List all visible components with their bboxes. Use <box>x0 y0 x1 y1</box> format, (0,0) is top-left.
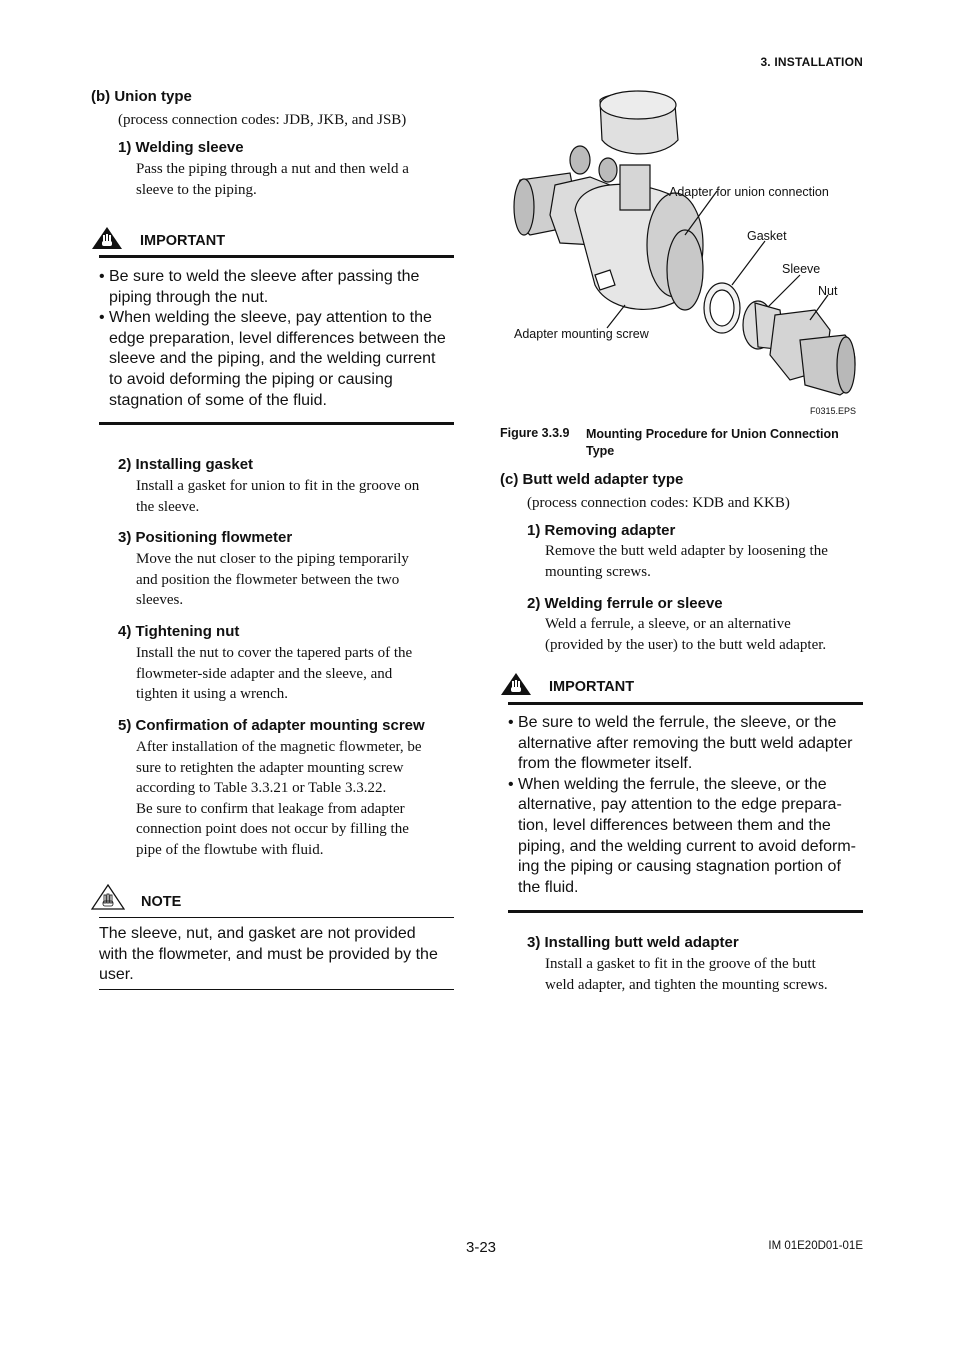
important-label: IMPORTANT <box>549 679 635 695</box>
page-number: 3-23 <box>466 1239 497 1256</box>
removing-adapter-body: Remove the butt weld adapter by loosening the mounting screws. <box>545 543 828 580</box>
important-top-rule <box>99 255 454 258</box>
tightening-nut-title: 4) Tightening nut <box>118 623 240 640</box>
tightening-nut-body: Install the nut to cover the tapered parts of the flowmeter-side adapter and the sleeve, and tighten it using a wrench. <box>136 645 413 703</box>
important-bottom-rule <box>508 910 863 913</box>
welding-sleeve-title: 1) Welding sleeve <box>118 139 244 156</box>
section-header: 3. INSTALLATION <box>760 55 863 69</box>
welding-sleeve-body: Pass the piping through a nut and then weld a sleeve to the piping. <box>136 161 409 198</box>
removing-adapter-title: 1) Removing adapter <box>527 522 676 539</box>
label-sleeve: Sleeve <box>782 262 821 276</box>
installing-gasket-title: 2) Installing gasket <box>118 456 254 473</box>
welding-ferrule-title: 2) Welding ferrule or sleeve <box>527 595 723 612</box>
figure-caption-number: Figure 3.3.9 <box>500 426 570 440</box>
butt-weld-heading: (c) Butt weld adapter type <box>500 471 684 488</box>
important-bullet: • When welding the sleeve, pay attention to the edge preparation, level differences between the sleeve and the piping, and the welding current to avoid deforming the piping or causing stagnation of some of the fluid. <box>99 309 446 409</box>
important-top-rule <box>508 702 863 705</box>
important-bullet: • Be sure to weld the ferrule, the sleeve, or the alternative after removing the butt weld adapter from the flowmeter itself. <box>508 714 853 773</box>
important-bullet: • Be sure to weld the sleeve after passing the piping through the nut. <box>99 268 420 306</box>
butt-weld-codes: (process connection codes: KDB and KKB) <box>527 495 790 511</box>
positioning-flowmeter-body: Move the nut closer to the piping temporarily and position the flowmeter between the two sleeves. <box>136 551 409 609</box>
installing-butt-weld-body: Install a gasket to fit in the groove of the butt weld adapter, and tighten the mounting screws. <box>545 956 828 993</box>
important-bullets <box>508 713 868 898</box>
important-bullets <box>99 267 459 411</box>
welding-ferrule-body: Weld a ferrule, a sleeve, or an alternative (provided by the user) to the butt weld adapter. <box>545 616 827 653</box>
label-adapter-union: Adapter for union connection <box>669 185 829 199</box>
note-hand-icon <box>91 884 125 915</box>
important-hand-icon <box>91 226 123 255</box>
note-bottom-rule <box>99 989 454 990</box>
adapter-screw-body: After installation of the magnetic flowmeter, be sure to retighten the adapter mounting screw according to Table 3.3.21 or Table 3.3.22. Be sure to confirm that leakage from adapter connection point does not occur by filling the pipe of the flowtube with fluid. <box>136 739 422 858</box>
important-hand-icon <box>500 672 532 701</box>
adapter-screw-title: 5) Confirmation of adapter mounting screw <box>118 717 425 734</box>
installing-gasket-body: Install a gasket for union to fit in the groove on the sleeve. <box>136 478 420 515</box>
figure-caption-text: Mounting Procedure for Union Connection Type <box>586 427 839 458</box>
document-id: IM 01E20D01-01E <box>768 1240 863 1252</box>
union-connection-figure <box>500 85 865 415</box>
important-bottom-rule <box>99 422 454 425</box>
union-type-heading: (b) Union type <box>91 88 192 105</box>
figure-file-id: F0315.EPS <box>810 406 857 416</box>
label-gasket: Gasket <box>747 229 787 243</box>
note-body: The sleeve, nut, and gasket are not provided with the flowmeter, and must be provided by the user. <box>99 925 438 984</box>
union-codes: (process connection codes: JDB, JKB, and JSB) <box>118 112 407 128</box>
positioning-flowmeter-title: 3) Positioning flowmeter <box>118 529 293 546</box>
note-top-rule <box>99 917 454 918</box>
important-bullet: • When welding the ferrule, the sleeve, or the alternative, pay attention to the edge prepara- tion, level differences between them and the piping, and the welding current to avoid deform- ing the piping or causing stagnation portion of the fluid. <box>508 775 856 896</box>
important-label: IMPORTANT <box>140 233 226 249</box>
note-label: NOTE <box>141 894 182 910</box>
label-adapter-screw: Adapter mounting screw <box>514 327 649 341</box>
label-nut: Nut <box>818 284 838 298</box>
installing-butt-weld-title: 3) Installing butt weld adapter <box>527 934 739 951</box>
